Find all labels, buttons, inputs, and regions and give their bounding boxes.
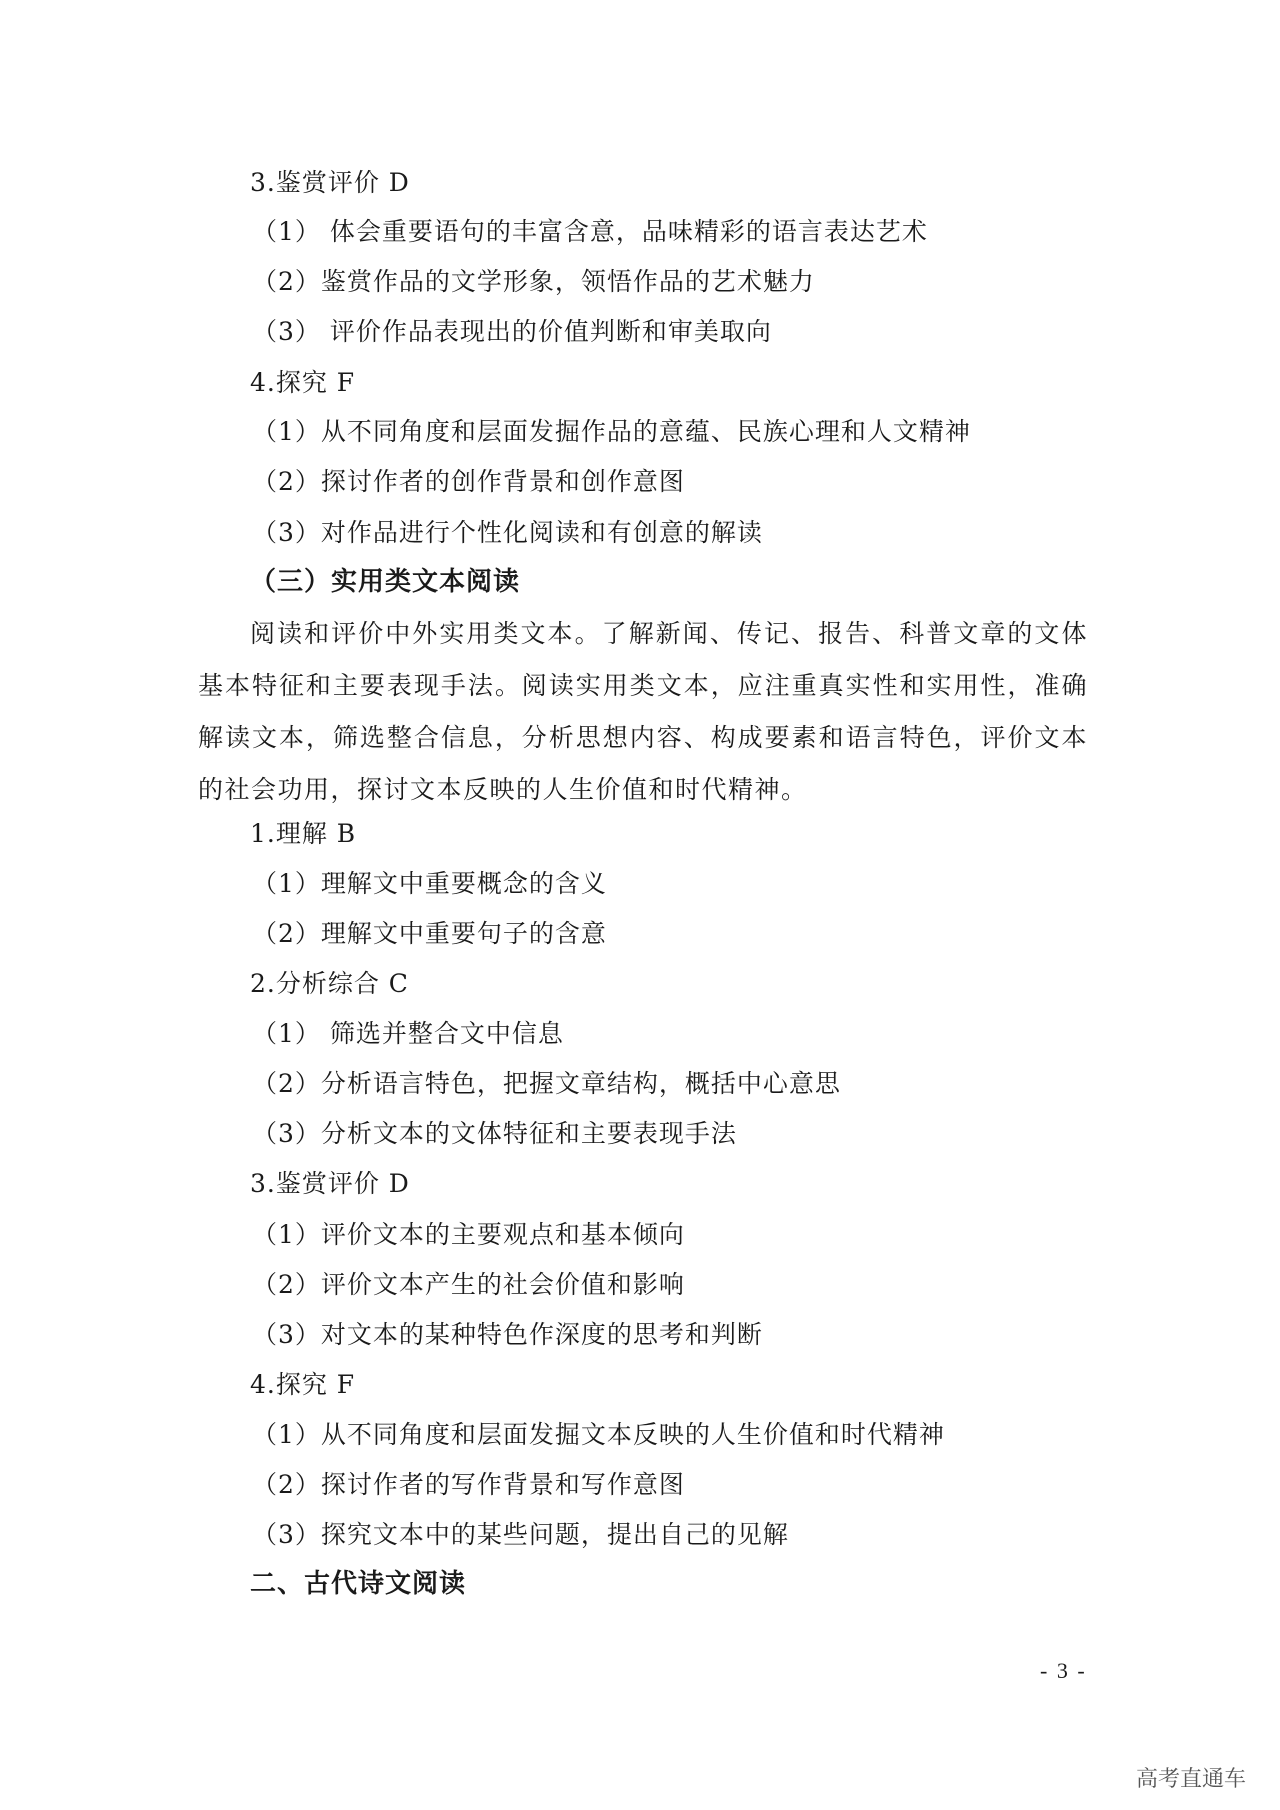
list-item: （1）从不同角度和层面发掘作品的意蕴、民族心理和人文精神	[252, 417, 971, 446]
list-item: （2）鉴赏作品的文学形象，领悟作品的艺术魅力	[252, 267, 815, 296]
list-item: （1） 筛选并整合文中信息	[252, 1019, 564, 1048]
list-item: （3）探究文本中的某些问题，提出自己的见解	[252, 1520, 789, 1549]
list-item: （1）评价文本的主要观点和基本倾向	[252, 1220, 685, 1249]
list-item: （1）从不同角度和层面发掘文本反映的人生价值和时代精神	[252, 1420, 945, 1449]
subsection-title: （三）实用类文本阅读	[250, 567, 521, 597]
section-heading: 4.探究 F	[250, 1370, 356, 1399]
section-heading: 2.分析综合 C	[250, 969, 409, 998]
section-heading: 4.探究 F	[250, 368, 356, 397]
page-number: - 3 -	[1040, 1658, 1087, 1683]
list-item: （2）分析语言特色，把握文章结构，概括中心意思	[252, 1069, 841, 1098]
intro-paragraph: 阅读和评价中外实用类文本。了解新闻、传记、报告、科普文章的文体基本特征和主要表现手法。阅读实用类文本，应注重真实性和实用性，准确解读文本，筛选整合信息，分析思想内容、构成要素和语言特色，评价文本的社会功用，探讨文本反映的人生价值和时代精神。	[198, 619, 1088, 804]
section-heading: 1.理解 B	[250, 819, 357, 848]
list-item: （3）对文本的某种特色作深度的思考和判断	[252, 1320, 763, 1349]
list-item: （3）对作品进行个性化阅读和有创意的解读	[252, 518, 763, 547]
list-item: （2）探讨作者的写作背景和写作意图	[252, 1470, 685, 1499]
list-item: （2）理解文中重要句子的含意	[252, 919, 607, 948]
list-item: （1）理解文中重要概念的含义	[252, 869, 607, 898]
section-heading: 3.鉴赏评价 D	[250, 1169, 410, 1198]
list-item: （1） 体会重要语句的丰富含意，品味精彩的语言表达艺术	[252, 217, 928, 246]
list-item: （2）评价文本产生的社会价值和影响	[252, 1270, 685, 1299]
part-title: 二、古代诗文阅读	[250, 1569, 467, 1599]
watermark-text: 高考直通车	[1136, 1767, 1247, 1792]
list-item: （3）分析文本的文体特征和主要表现手法	[252, 1119, 737, 1148]
list-item: （2）探讨作者的创作背景和创作意图	[252, 467, 685, 496]
list-item: （3） 评价作品表现出的价值判断和审美取向	[252, 317, 772, 346]
section-heading: 3.鉴赏评价 D	[250, 168, 410, 197]
